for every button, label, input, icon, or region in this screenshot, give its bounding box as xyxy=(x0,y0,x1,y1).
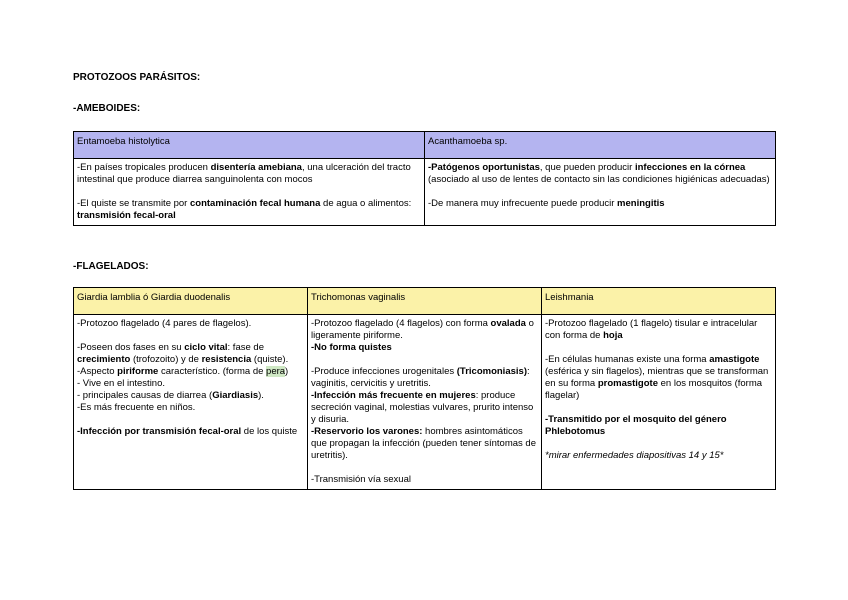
paragraph: *mirar enfermedades diapositivas 14 y 15* xyxy=(545,450,724,461)
page-title: PROTOZOOS PARÁSITOS: xyxy=(73,72,201,83)
section-heading-amoeboid: -AMEBOIDES: xyxy=(73,103,141,114)
amoeboid-table xyxy=(73,131,776,226)
paragraph: -Patógenos oportunistas, que pueden producir infecciones en la córnea (asociado al uso de lentes de contacto sin las condiciones higiénicas adecuadas) xyxy=(428,162,770,185)
trichomonas-cell xyxy=(308,315,542,490)
column-header-trichomonas: Trichomonas vaginalis xyxy=(308,288,542,315)
paragraph: - Vive en el intestino. xyxy=(77,378,166,389)
column-header-acanthamoeba: Acanthamoeba sp. xyxy=(425,132,776,159)
leishmania-cell xyxy=(542,315,776,490)
table-header-row xyxy=(74,288,776,315)
paragraph: -Es más frecuente en niños. xyxy=(77,402,196,413)
table-row xyxy=(74,159,776,226)
entamoeba-cell xyxy=(74,159,425,226)
paragraph: -Poseen dos fases en su ciclo vital: fase de crecimiento (trofozoito) y de resistencia (quiste). xyxy=(77,342,289,365)
paragraph: -Aspecto piriforme característico. (forma de pera) xyxy=(77,366,289,377)
table-header-row xyxy=(74,132,776,159)
paragraph: -Infección más frecuente en mujeres: produce secreción vaginal, molestias vulvares, prurito intenso y disuria. xyxy=(311,390,534,425)
paragraph: -Transmitido por el mosquito del género Phlebotomus xyxy=(545,414,727,437)
column-header-giardia: Giardia lamblia ó Giardia duodenalis xyxy=(74,288,308,315)
paragraph: -En países tropicales producen disentería amebiana, una ulceración del tracto intestinal que produce diarrea sanguinolenta con mocos xyxy=(77,162,411,185)
paragraph: -Transmisión vía sexual xyxy=(311,474,411,485)
paragraph: -Protozoo flagelado (4 pares de flagelos). xyxy=(77,318,252,329)
paragraph: -En células humanas existe una forma amastigote (esférica y sin flagelos), mientras que se transforman en su forma promastigote en los mosquitos (forma flagelar) xyxy=(545,354,769,401)
section-heading-flagellates: -FLAGELADOS: xyxy=(73,261,149,272)
table-row xyxy=(74,315,776,490)
paragraph: -Reservorio los varones: hombres asintomáticos que propagan la infección (pueden tener síntomas de uretritis). xyxy=(311,426,536,461)
paragraph: -Produce infecciones urogenitales (Tricomoniasis): vaginitis, cervicitis y uretritis. xyxy=(311,366,530,389)
paragraph: -De manera muy infrecuente puede producir meningitis xyxy=(428,198,665,209)
flagellates-table xyxy=(73,287,776,490)
paragraph: -Protozoo flagelado (4 flagelos) con forma ovalada o ligeramente piriforme. xyxy=(311,318,534,341)
highlighted-text: pera xyxy=(266,366,286,377)
paragraph: -No forma quistes xyxy=(311,342,392,353)
paragraph: -El quiste se transmite por contaminación fecal humana de agua o alimentos: transmisión fecal-oral xyxy=(77,198,412,221)
paragraph: -Protozoo flagelado (1 flagelo) tisular e intracelular con forma de hoja xyxy=(545,318,758,341)
column-header-leishmania: Leishmania xyxy=(542,288,776,315)
column-header-entamoeba: Entamoeba histolytica xyxy=(74,132,425,159)
acanthamoeba-cell xyxy=(425,159,776,226)
giardia-cell xyxy=(74,315,308,490)
paragraph: - principales causas de diarrea (Giardiasis). xyxy=(77,390,264,401)
paragraph: -Infección por transmisión fecal-oral de los quiste xyxy=(77,426,298,437)
